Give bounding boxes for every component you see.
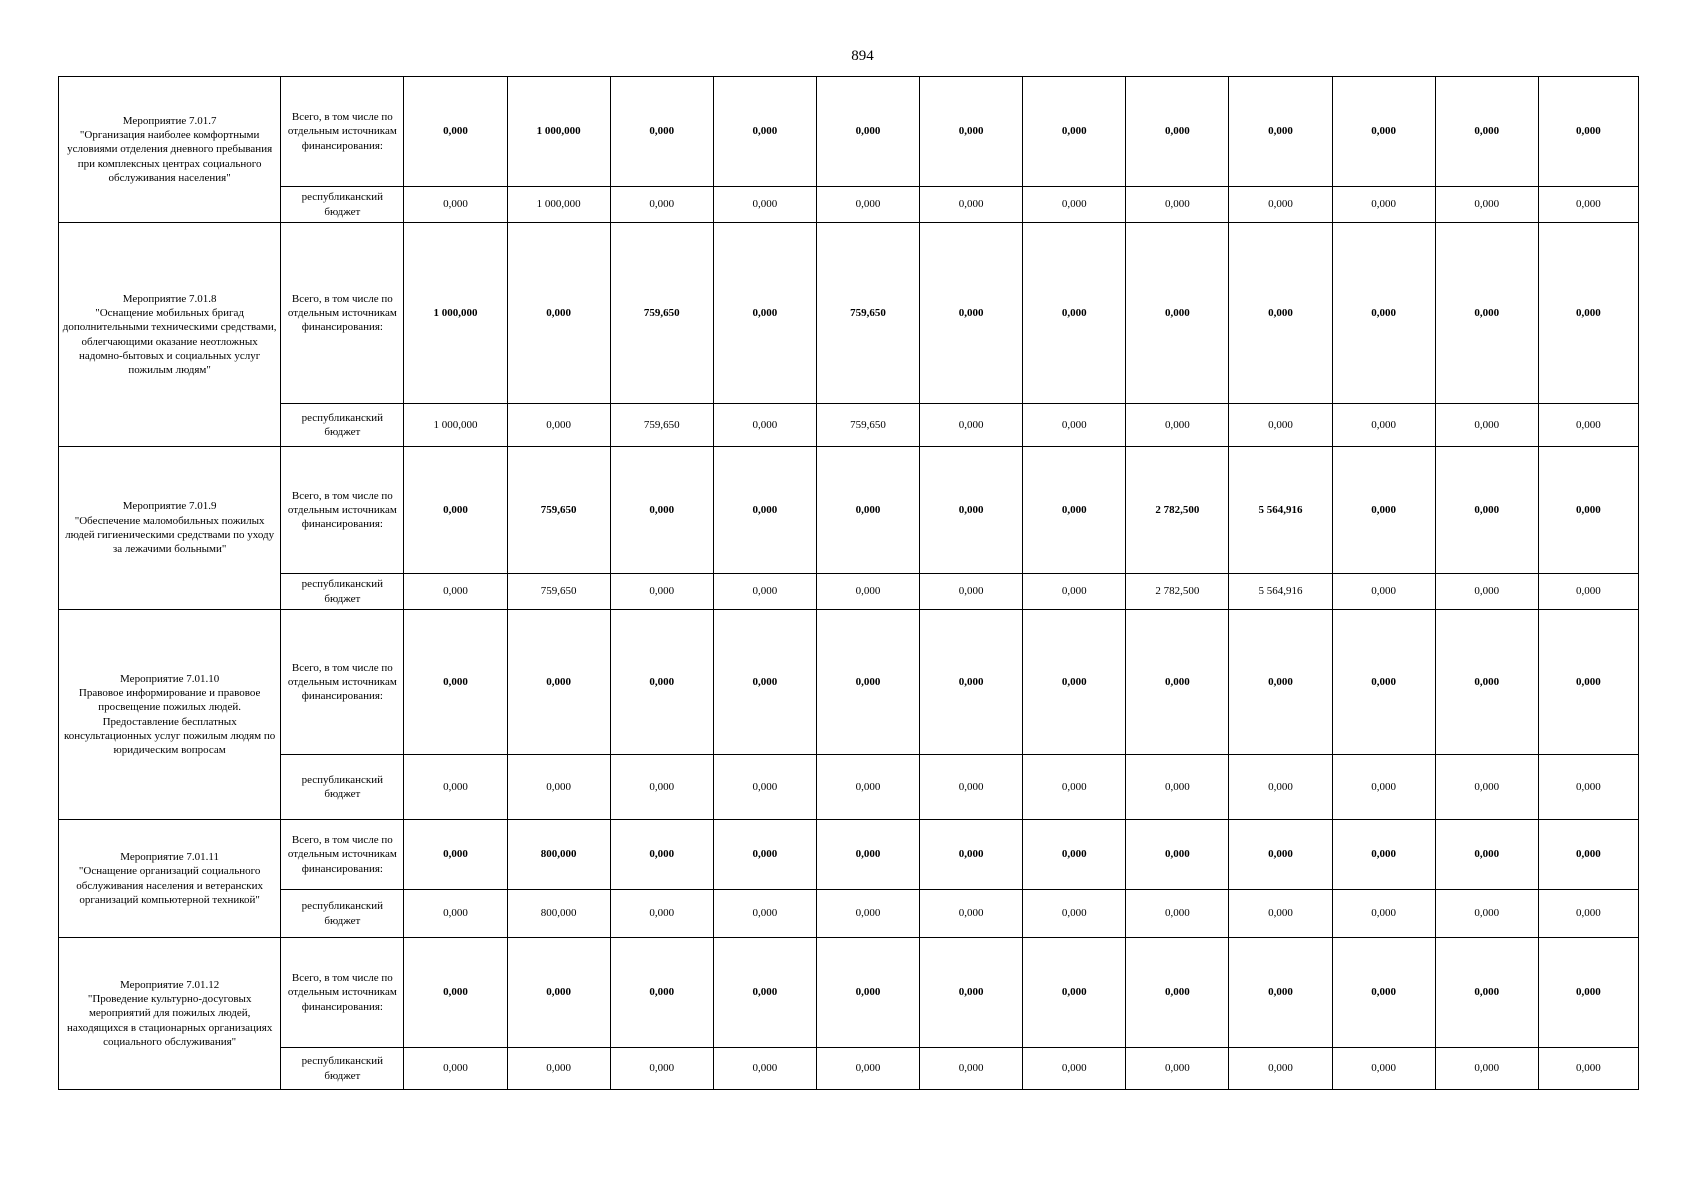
total-value-cell: 0,000 [507, 938, 610, 1048]
budget-value-cell: 0,000 [1023, 755, 1126, 820]
budget-value-cell: 1 000,000 [404, 404, 507, 447]
budget-value-cell: 1 000,000 [507, 187, 610, 223]
budget-value-cell: 0,000 [920, 187, 1023, 223]
total-value-cell: 0,000 [1435, 447, 1538, 574]
total-value-cell: 0,000 [920, 610, 1023, 755]
total-value-cell: 0,000 [1435, 820, 1538, 890]
page-number: 894 [851, 48, 874, 64]
budget-value-cell: 2 782,500 [1126, 574, 1229, 610]
event-name-cell [59, 223, 281, 447]
table-row-total [59, 77, 1639, 187]
budget-value-cell: 0,000 [1229, 187, 1332, 223]
total-value-cell: 0,000 [713, 223, 816, 404]
table-row-budget [59, 187, 1639, 223]
budget-value-cell: 0,000 [1332, 890, 1435, 938]
total-value-cell: 0,000 [816, 938, 919, 1048]
table-body [59, 77, 1639, 1090]
budget-value-cell: 0,000 [920, 404, 1023, 447]
total-value-cell: 5 564,916 [1229, 447, 1332, 574]
budget-value-cell: 0,000 [1538, 1048, 1638, 1090]
table-row-budget [59, 890, 1639, 938]
budget-value-cell: 0,000 [610, 574, 713, 610]
budget-value-cell: 0,000 [404, 1048, 507, 1090]
total-value-cell: 0,000 [1332, 938, 1435, 1048]
total-value-cell: 800,000 [507, 820, 610, 890]
total-value-cell: 0,000 [1023, 938, 1126, 1048]
total-value-cell: 0,000 [1126, 223, 1229, 404]
total-value-cell: 759,650 [610, 223, 713, 404]
total-value-cell: 0,000 [1538, 447, 1638, 574]
table-row-total [59, 938, 1639, 1048]
budget-value-cell: 0,000 [920, 890, 1023, 938]
event-description: "Оснащение организаций социального обслуживания населения и ветеранских организаций компьютерной техникой" [76, 865, 263, 906]
budget-value-cell: 0,000 [1435, 1048, 1538, 1090]
total-value-cell: 0,000 [713, 77, 816, 187]
event-name-cell [59, 447, 281, 610]
event-name-cell [59, 820, 281, 938]
total-value-cell: 0,000 [610, 447, 713, 574]
budget-value-cell: 0,000 [610, 1048, 713, 1090]
budget-value-cell: 800,000 [507, 890, 610, 938]
total-value-cell: 0,000 [1538, 820, 1638, 890]
budget-value-cell: 0,000 [713, 404, 816, 447]
total-value-cell: 0,000 [1538, 77, 1638, 187]
budget-value-cell: 759,650 [507, 574, 610, 610]
budget-value-cell: 0,000 [1126, 890, 1229, 938]
total-value-cell: 759,650 [507, 447, 610, 574]
total-value-cell: 0,000 [920, 77, 1023, 187]
total-value-cell: 759,650 [816, 223, 919, 404]
budget-value-cell: 0,000 [1435, 755, 1538, 820]
event-name-cell [59, 938, 281, 1090]
table-row-budget [59, 574, 1639, 610]
total-value-cell: 0,000 [1435, 610, 1538, 755]
total-value-cell: 0,000 [713, 447, 816, 574]
budget-value-cell: 0,000 [1229, 755, 1332, 820]
budget-value-cell: 0,000 [1332, 574, 1435, 610]
budget-value-cell: 0,000 [1126, 187, 1229, 223]
budget-value-cell: 0,000 [713, 890, 816, 938]
total-value-cell: 0,000 [610, 820, 713, 890]
total-value-cell: 0,000 [1023, 447, 1126, 574]
source-label-budget: республиканский бюджет [281, 755, 404, 820]
total-value-cell: 0,000 [713, 938, 816, 1048]
budget-value-cell: 0,000 [816, 187, 919, 223]
budget-value-cell: 0,000 [1538, 890, 1638, 938]
budget-value-cell: 0,000 [816, 574, 919, 610]
budget-value-cell: 0,000 [610, 755, 713, 820]
source-label-total: Всего, в том числе по отдельным источникам финансирования: [281, 938, 404, 1048]
financing-table [58, 76, 1639, 1090]
budget-value-cell: 0,000 [610, 187, 713, 223]
budget-value-cell: 0,000 [816, 755, 919, 820]
total-value-cell: 0,000 [1126, 610, 1229, 755]
table-row-budget [59, 404, 1639, 447]
total-value-cell: 0,000 [816, 820, 919, 890]
budget-value-cell: 0,000 [1538, 755, 1638, 820]
event-number: Мероприятие 7.01.7 [122, 114, 217, 127]
budget-value-cell: 0,000 [1023, 404, 1126, 447]
total-value-cell: 0,000 [1126, 77, 1229, 187]
budget-value-cell: 0,000 [1126, 755, 1229, 820]
total-value-cell: 0,000 [404, 610, 507, 755]
event-description: "Организация наиболее комфортными условиями отделения дневного пребывания при комплексных центрах социального обслуживания населения" [67, 129, 273, 184]
total-value-cell: 0,000 [1229, 610, 1332, 755]
budget-value-cell: 0,000 [713, 1048, 816, 1090]
budget-value-cell: 0,000 [713, 574, 816, 610]
budget-value-cell: 759,650 [610, 404, 713, 447]
total-value-cell: 0,000 [713, 820, 816, 890]
budget-value-cell: 0,000 [1023, 890, 1126, 938]
budget-value-cell: 0,000 [1538, 574, 1638, 610]
budget-value-cell: 0,000 [1538, 404, 1638, 447]
budget-value-cell: 0,000 [610, 890, 713, 938]
total-value-cell: 0,000 [1435, 938, 1538, 1048]
total-value-cell: 1 000,000 [507, 77, 610, 187]
source-label-budget: республиканский бюджет [281, 187, 404, 223]
budget-value-cell: 0,000 [1538, 187, 1638, 223]
budget-value-cell: 0,000 [1126, 404, 1229, 447]
source-label-total: Всего, в том числе по отдельным источникам финансирования: [281, 610, 404, 755]
budget-value-cell: 0,000 [1229, 404, 1332, 447]
total-value-cell: 0,000 [1023, 77, 1126, 187]
total-value-cell: 0,000 [1332, 223, 1435, 404]
event-description: "Оснащение мобильных бригад дополнительными техническими средствами, облегчающими оказание неотложных надомно-бытовых и социальных услуг пожилым людям" [62, 306, 277, 377]
total-value-cell: 0,000 [1538, 610, 1638, 755]
total-value-cell: 0,000 [920, 938, 1023, 1048]
total-value-cell: 0,000 [1229, 223, 1332, 404]
total-value-cell: 0,000 [920, 223, 1023, 404]
event-number: Мероприятие 7.01.10 [120, 672, 220, 685]
source-label-budget: республиканский бюджет [281, 574, 404, 610]
budget-value-cell: 0,000 [1435, 404, 1538, 447]
budget-value-cell: 0,000 [404, 574, 507, 610]
budget-value-cell: 0,000 [1023, 187, 1126, 223]
total-value-cell: 0,000 [920, 820, 1023, 890]
event-description: "Проведение культурно-досуговых мероприятий для пожилых людей, находящихся в стационарных организациях социального обслуживания" [66, 993, 273, 1048]
total-value-cell: 0,000 [1332, 77, 1435, 187]
event-name-cell [59, 77, 281, 223]
total-value-cell: 0,000 [404, 77, 507, 187]
budget-value-cell: 0,000 [920, 574, 1023, 610]
budget-value-cell: 0,000 [816, 1048, 919, 1090]
event-number: Мероприятие 7.01.11 [120, 850, 220, 863]
total-value-cell: 0,000 [1229, 820, 1332, 890]
table-row-budget [59, 755, 1639, 820]
source-label-total: Всего, в том числе по отдельным источникам финансирования: [281, 447, 404, 574]
total-value-cell: 0,000 [1435, 77, 1538, 187]
budget-value-cell: 0,000 [1126, 1048, 1229, 1090]
total-value-cell: 0,000 [1023, 820, 1126, 890]
source-label-total: Всего, в том числе по отдельным источникам финансирования: [281, 223, 404, 404]
total-value-cell: 0,000 [816, 610, 919, 755]
total-value-cell: 0,000 [610, 610, 713, 755]
event-description: "Обеспечение маломобильных пожилых людей гигиеническими средствами по уходу за лежачими больными" [65, 514, 275, 556]
source-label-total: Всего, в том числе по отдельным источникам финансирования: [281, 820, 404, 890]
total-value-cell: 0,000 [816, 77, 919, 187]
total-value-cell: 2 782,500 [1126, 447, 1229, 574]
budget-value-cell: 0,000 [1435, 574, 1538, 610]
budget-value-cell: 0,000 [1023, 574, 1126, 610]
source-label-budget: республиканский бюджет [281, 404, 404, 447]
total-value-cell: 0,000 [1229, 77, 1332, 187]
budget-value-cell: 0,000 [404, 890, 507, 938]
table-row-budget [59, 1048, 1639, 1090]
total-value-cell: 0,000 [1023, 223, 1126, 404]
total-value-cell: 0,000 [713, 610, 816, 755]
total-value-cell: 0,000 [816, 447, 919, 574]
total-value-cell: 0,000 [404, 938, 507, 1048]
table-row-total [59, 447, 1639, 574]
budget-value-cell: 0,000 [920, 1048, 1023, 1090]
budget-value-cell: 0,000 [404, 755, 507, 820]
total-value-cell: 1 000,000 [404, 223, 507, 404]
total-value-cell: 0,000 [610, 938, 713, 1048]
budget-value-cell: 0,000 [404, 187, 507, 223]
total-value-cell: 0,000 [610, 77, 713, 187]
total-value-cell: 0,000 [507, 610, 610, 755]
total-value-cell: 0,000 [1332, 447, 1435, 574]
budget-value-cell: 0,000 [920, 755, 1023, 820]
budget-value-cell: 0,000 [1332, 755, 1435, 820]
budget-value-cell: 759,650 [816, 404, 919, 447]
budget-value-cell: 0,000 [507, 755, 610, 820]
budget-value-cell: 0,000 [1332, 187, 1435, 223]
total-value-cell: 0,000 [404, 447, 507, 574]
source-label-budget: республиканский бюджет [281, 1048, 404, 1090]
event-number: Мероприятие 7.01.9 [122, 500, 217, 513]
budget-value-cell: 0,000 [816, 890, 919, 938]
total-value-cell: 0,000 [1023, 610, 1126, 755]
total-value-cell: 0,000 [1332, 610, 1435, 755]
table-row-total [59, 223, 1639, 404]
total-value-cell: 0,000 [1435, 223, 1538, 404]
total-value-cell: 0,000 [1538, 223, 1638, 404]
budget-value-cell: 0,000 [713, 755, 816, 820]
budget-value-cell: 0,000 [1229, 1048, 1332, 1090]
budget-value-cell: 0,000 [1332, 1048, 1435, 1090]
budget-value-cell: 0,000 [1023, 1048, 1126, 1090]
total-value-cell: 0,000 [404, 820, 507, 890]
total-value-cell: 0,000 [1229, 938, 1332, 1048]
total-value-cell: 0,000 [1538, 938, 1638, 1048]
total-value-cell: 0,000 [920, 447, 1023, 574]
table-row-total [59, 610, 1639, 755]
budget-value-cell: 0,000 [1229, 890, 1332, 938]
event-number: Мероприятие 7.01.8 [122, 292, 217, 305]
total-value-cell: 0,000 [1126, 938, 1229, 1048]
source-label-total: Всего, в том числе по отдельным источникам финансирования: [281, 77, 404, 187]
budget-value-cell: 0,000 [507, 1048, 610, 1090]
source-label-budget: республиканский бюджет [281, 890, 404, 938]
budget-value-cell: 0,000 [507, 404, 610, 447]
event-number: Мероприятие 7.01.12 [120, 978, 220, 991]
budget-value-cell: 5 564,916 [1229, 574, 1332, 610]
event-description: Правовое информирование и правовое просвещение пожилых людей. Предоставление бесплатных консультационных услуг пожилым людям по юридическим вопросам [64, 686, 276, 757]
total-value-cell: 0,000 [1332, 820, 1435, 890]
budget-value-cell: 0,000 [1435, 187, 1538, 223]
budget-value-cell: 0,000 [1435, 890, 1538, 938]
total-value-cell: 0,000 [1126, 820, 1229, 890]
event-name-cell [59, 610, 281, 820]
total-value-cell: 0,000 [507, 223, 610, 404]
table-row-total [59, 820, 1639, 890]
budget-value-cell: 0,000 [1332, 404, 1435, 447]
budget-value-cell: 0,000 [713, 187, 816, 223]
